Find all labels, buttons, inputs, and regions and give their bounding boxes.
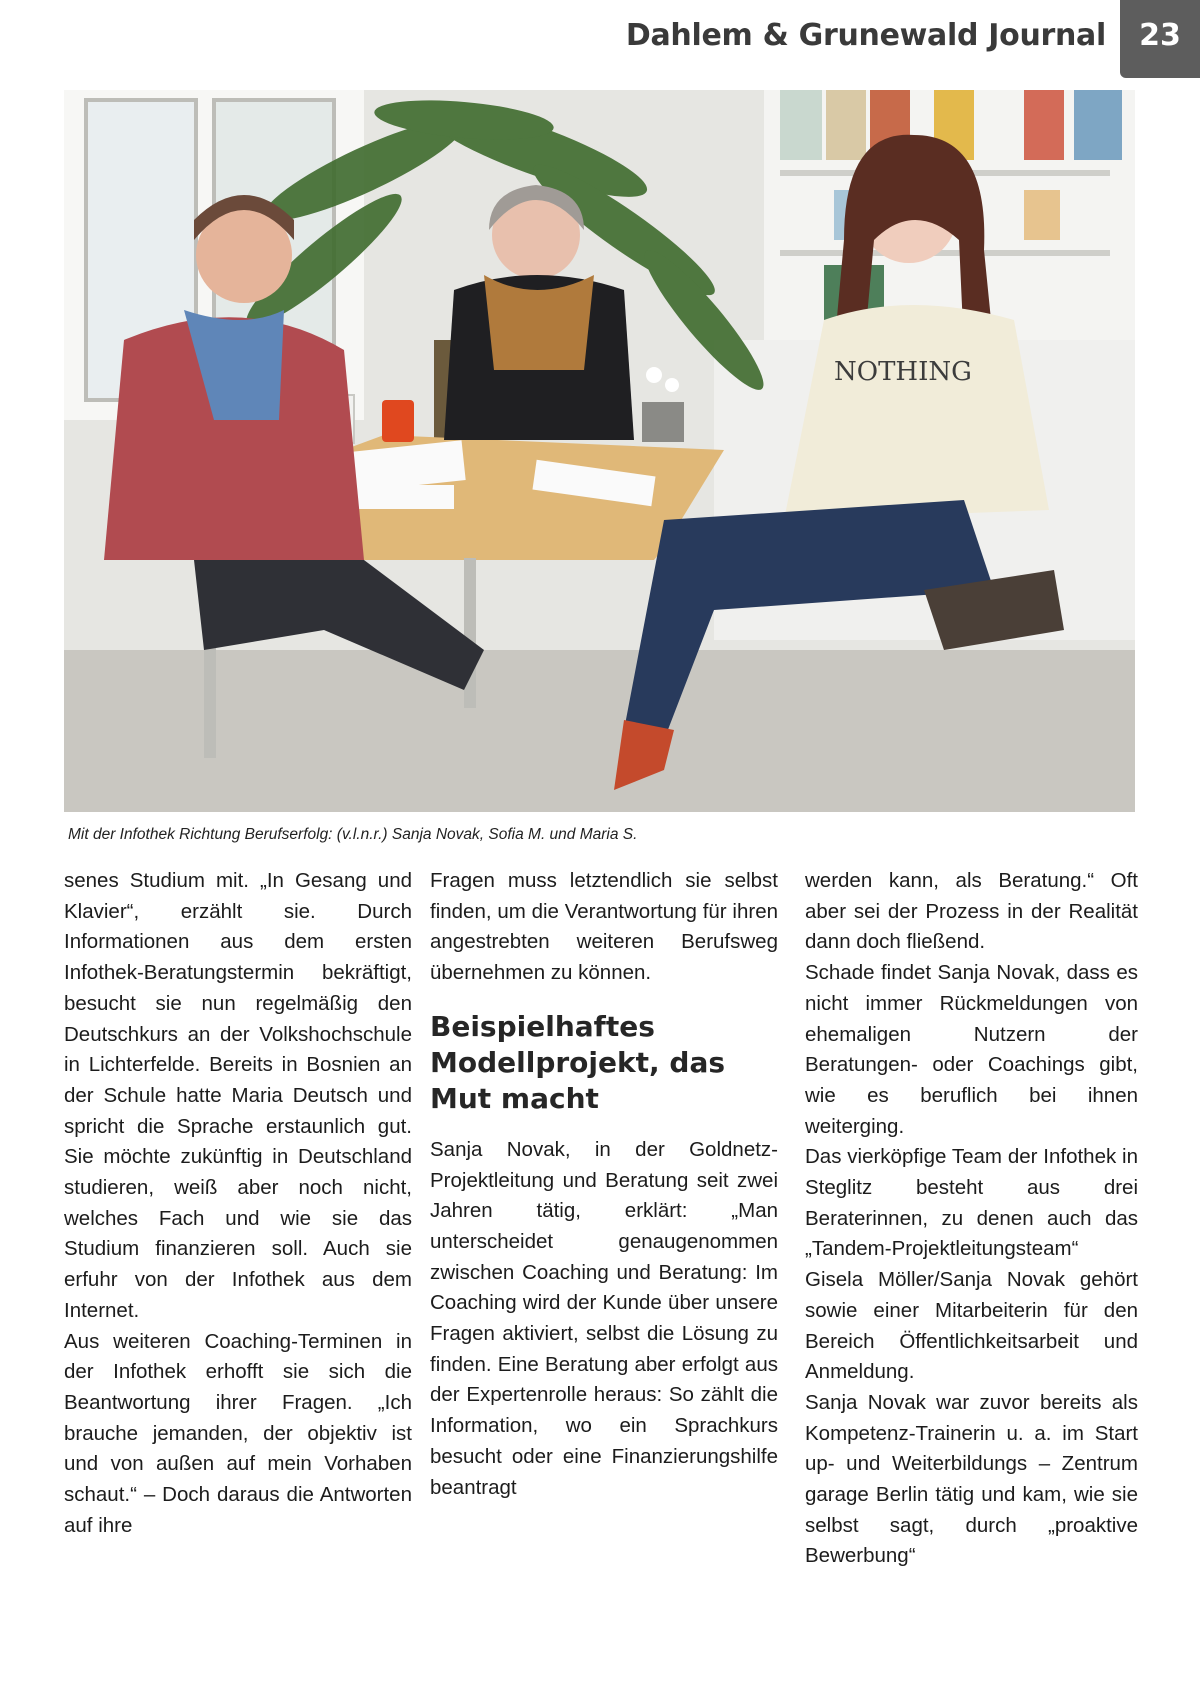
article-paragraph: Aus weiteren Coaching-Terminen in der Infothek erhofft sie sich die Beantwortung ihrer Fragen. „Ich brauche jemanden, der objektiv ist und von außen auf mein Vorhaben schaut.“ – Doch daraus die Antworten auf ihre	[64, 1329, 412, 1537]
photo-brochure	[1024, 190, 1060, 240]
photo-brochure	[780, 90, 822, 160]
photo-shirt-text: NOTHING	[834, 357, 972, 387]
article-paragraph: Sanja Novak, in der Goldnetz-Projektleitung und Beratung seit zwei Jahren tätig, erklärt: „Man unterscheidet genaugenommen zwischen Coaching und Beratung: Im Coaching wird der Kunde über unsere Fragen aktiviert, selbst die Lösung zu finden. Eine Beratung aber erfolgt aus der Expertenrolle heraus: So zählt die Information, wo ein Sprachkurs besucht oder eine Finanzierungshilfe beantragt	[430, 1137, 778, 1499]
photo-paper	[354, 485, 454, 509]
photo-orchid	[646, 367, 662, 383]
photo-brochure	[1074, 90, 1122, 160]
photo-brochure	[1024, 90, 1064, 160]
page-number: 23	[1139, 18, 1181, 53]
photo-shelf-board	[780, 250, 1110, 256]
article-paragraph: senes Studium mit. „In Gesang und Klavier“, erzählt sie. Durch Informationen aus dem ersten Infothek-Beratungstermin bekräftigt, besucht sie nun regelmäßig den Deutschkurs an der Volkshochschule in Lichterfelde. Bereits in Bosnien an der Schule hatte Maria Deutsch und spricht die Sprache erstaunlich gut. Sie möchte zukünftig in Deutschland studieren, weiß aber noch nicht, welches Fach und wie sie das Studium finanzieren soll. Auch sie erfuhr von der Infothek aus dem Internet.	[64, 869, 412, 1322]
page-header	[0, 0, 1200, 80]
photo-orchid-pot	[642, 402, 684, 442]
article-paragraph: werden kann, als Beratung.“ Oft aber sei der Prozess in der Realität dann doch fließend.	[805, 869, 1138, 954]
article-paragraph: Fragen muss letztendlich sie selbst finden, um die Verantwortung für ihren angestrebten weiteren Berufsweg übernehmen zu können.	[430, 869, 778, 985]
photo-floor	[64, 650, 1135, 812]
article-paragraph: Das vierköpfige Team der Infothek in Steglitz besteht aus drei Beraterinnen, zu denen auch das „Tandem-Projektleitungsteam“ Gisela Möller/Sanja Novak gehört sowie einer Mitarbeiterin für den Bereich Öffentlichkeitsarbeit und Anmeldung.	[805, 1145, 1138, 1384]
photo-caption: Mit der Infothek Richtung Berufserfolg: (v.l.n.r.) Sanja Novak, Sofia M. und Maria S.	[68, 826, 638, 843]
photo-brochure	[826, 90, 866, 160]
article-photo	[64, 90, 1135, 812]
article-column-3	[805, 866, 1138, 1572]
photo-person-right-sweater	[784, 305, 1049, 520]
photo-orchid	[665, 378, 679, 392]
article-subheading: Beispielhaftes Modellprojekt, das Mut macht	[430, 1009, 725, 1115]
photo-mug	[382, 400, 414, 442]
article-column-1	[64, 866, 412, 1541]
article-paragraph: Schade findet Sanja Novak, dass es nicht immer Rückmeldungen von ehemaligen Nutzern der Beratungen- oder Coachings gibt, wie es beruflich bei ihnen weiterging.	[805, 961, 1138, 1138]
photo-illustration	[64, 90, 1135, 812]
article-paragraph: Sanja Novak war zuvor bereits als Kompetenz-Trainerin u. a. im Start up- und Weiterbildungs – Zentrum garage Berlin tätig und kam, wie sie selbst sagt, durch „proaktive Bewerbung“	[805, 1390, 1138, 1568]
page-number-tab	[1120, 0, 1200, 78]
article-column-2	[430, 866, 778, 1503]
journal-title: Dahlem & Grunewald Journal	[625, 18, 1106, 53]
